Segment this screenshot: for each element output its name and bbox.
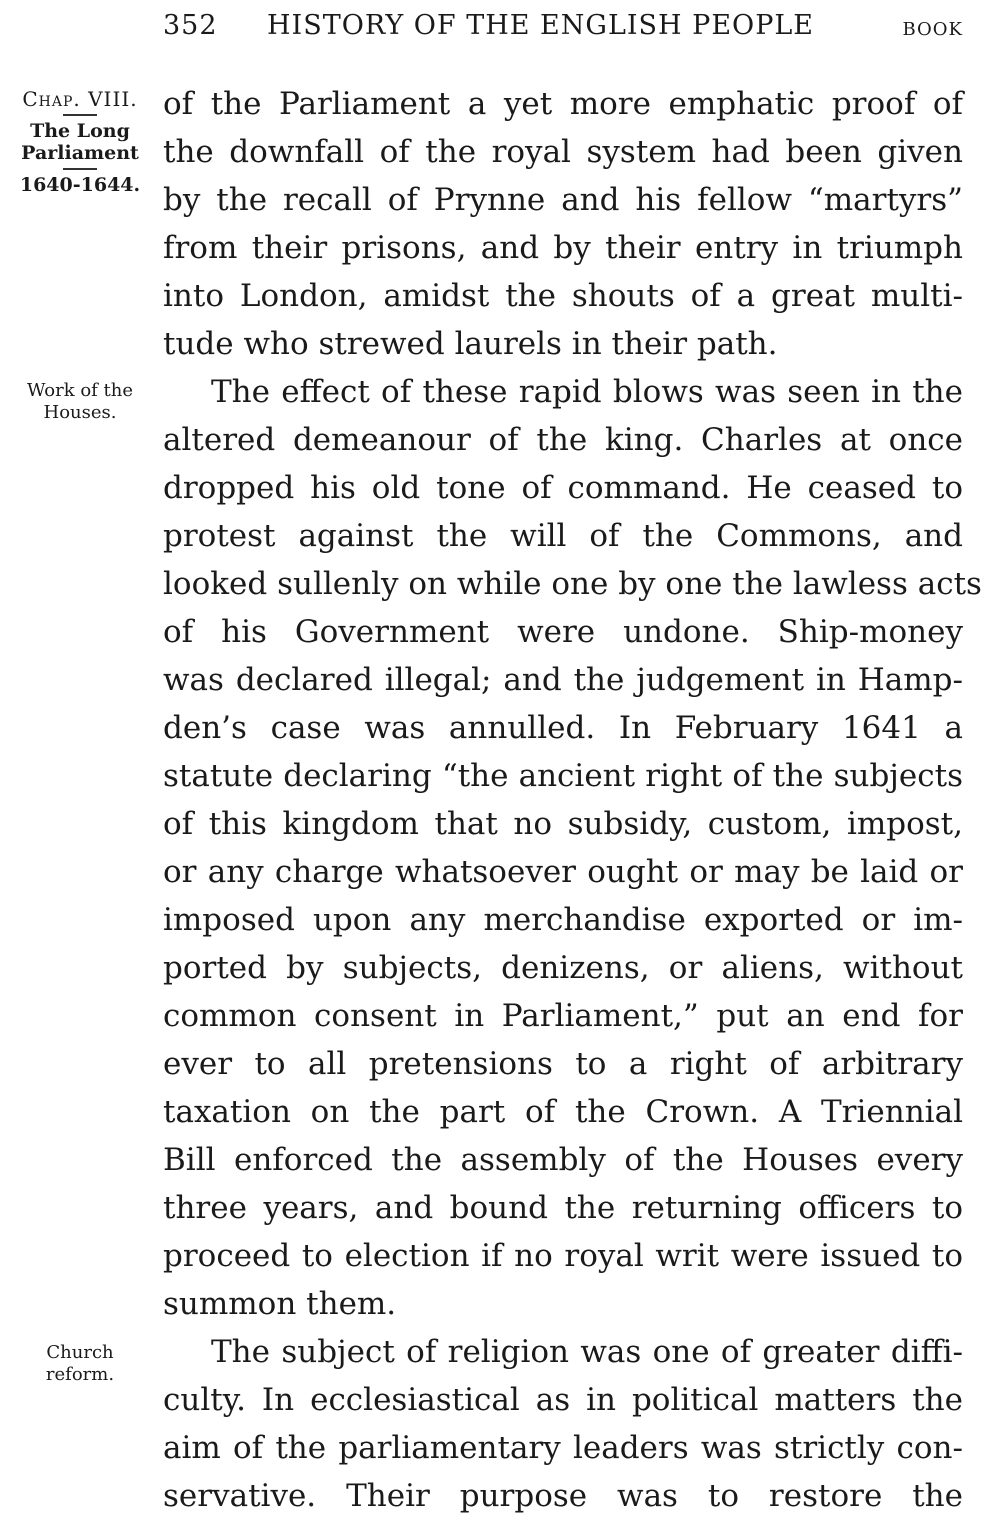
- text-line: looked sullenly on while one by one the lawless acts: [163, 566, 982, 602]
- text-line: by the recall of Prynne and his fellow “martyrs”: [163, 182, 963, 218]
- chapter-label: Chap. VIII.: [22, 87, 138, 111]
- text-line: of the Parliament a yet more emphatic proof of: [163, 86, 963, 122]
- margin-note-line: Church: [46, 1342, 114, 1363]
- text-line: culty. In ecclesiastical as in political matters the: [163, 1382, 963, 1418]
- text-line: summon them.: [163, 1286, 397, 1322]
- text-line: taxation on the part of the Crown. A Triennial: [163, 1094, 963, 1130]
- text-line: dropped his old tone of command. He ceased to: [163, 470, 963, 506]
- text-line: was declared illegal; and the judgement in Hamp-: [163, 662, 963, 698]
- text-line: statute declaring “the ancient right of the subjects: [163, 758, 963, 794]
- text-line: proceed to election if no royal writ were issued to: [163, 1238, 963, 1274]
- text-line: servative. Their purpose was to restore the: [163, 1478, 963, 1514]
- text-line: aim of the parliamentary leaders was strictly con-: [163, 1430, 963, 1466]
- text-line: ever to all pretensions to a right of arbitrary: [163, 1046, 963, 1082]
- text-line: the downfall of the royal system had been given: [163, 134, 963, 170]
- text-line: of his Government were undone. Ship-money: [163, 614, 963, 650]
- margin-note-chapter: [4, 88, 156, 196]
- text-line: Bill enforced the assembly of the Houses every: [163, 1142, 963, 1178]
- text-line: or any charge whatsoever ought or may be laid or: [163, 854, 963, 890]
- text-line: tude who strewed laurels in their path.: [163, 326, 778, 362]
- text-line: den’s case was annulled. In February 1641 a: [163, 710, 963, 746]
- text-line: from their prisons, and by their entry in triumph: [163, 230, 963, 266]
- margin-note-line: Work of the: [26, 380, 134, 401]
- text-line: of this kingdom that no subsidy, custom, impost,: [163, 806, 963, 842]
- section-title-line1: The Long: [30, 120, 130, 142]
- section-dates: 1640-1644.: [19, 174, 141, 196]
- paragraph-start: The effect of these rapid blows was seen in the: [211, 374, 963, 410]
- running-title: HISTORY OF THE ENGLISH PEOPLE: [267, 10, 814, 41]
- text-line: ported by subjects, denizens, or aliens, without: [163, 950, 963, 986]
- body-text: [163, 80, 982, 1520]
- section-title-line2: Parliament: [21, 142, 139, 164]
- text-line: protest against the will of the Commons, and: [163, 518, 963, 554]
- margin-rule: [63, 114, 97, 116]
- running-book-label: BOOK: [902, 19, 963, 40]
- page-number: 352: [163, 10, 218, 41]
- margin-note-line: reform.: [45, 1364, 115, 1385]
- margin-note-church-reform: [4, 1342, 156, 1386]
- text-line: imposed upon any merchandise exported or im-: [163, 902, 963, 938]
- margin-rule: [63, 168, 97, 170]
- text-line: altered demeanour of the king. Charles at once: [163, 422, 963, 458]
- margin-note-work-of-houses: [4, 380, 156, 424]
- text-line: into London, amidst the shouts of a great multi-: [163, 278, 963, 314]
- margin-note-line: Houses.: [43, 402, 117, 423]
- text-line: three years, and bound the returning officers to: [163, 1190, 963, 1226]
- running-header: [163, 4, 963, 48]
- paragraph-start: The subject of religion was one of greater diffi-: [211, 1334, 963, 1370]
- text-line: common consent in Parliament,” put an end for: [163, 998, 963, 1034]
